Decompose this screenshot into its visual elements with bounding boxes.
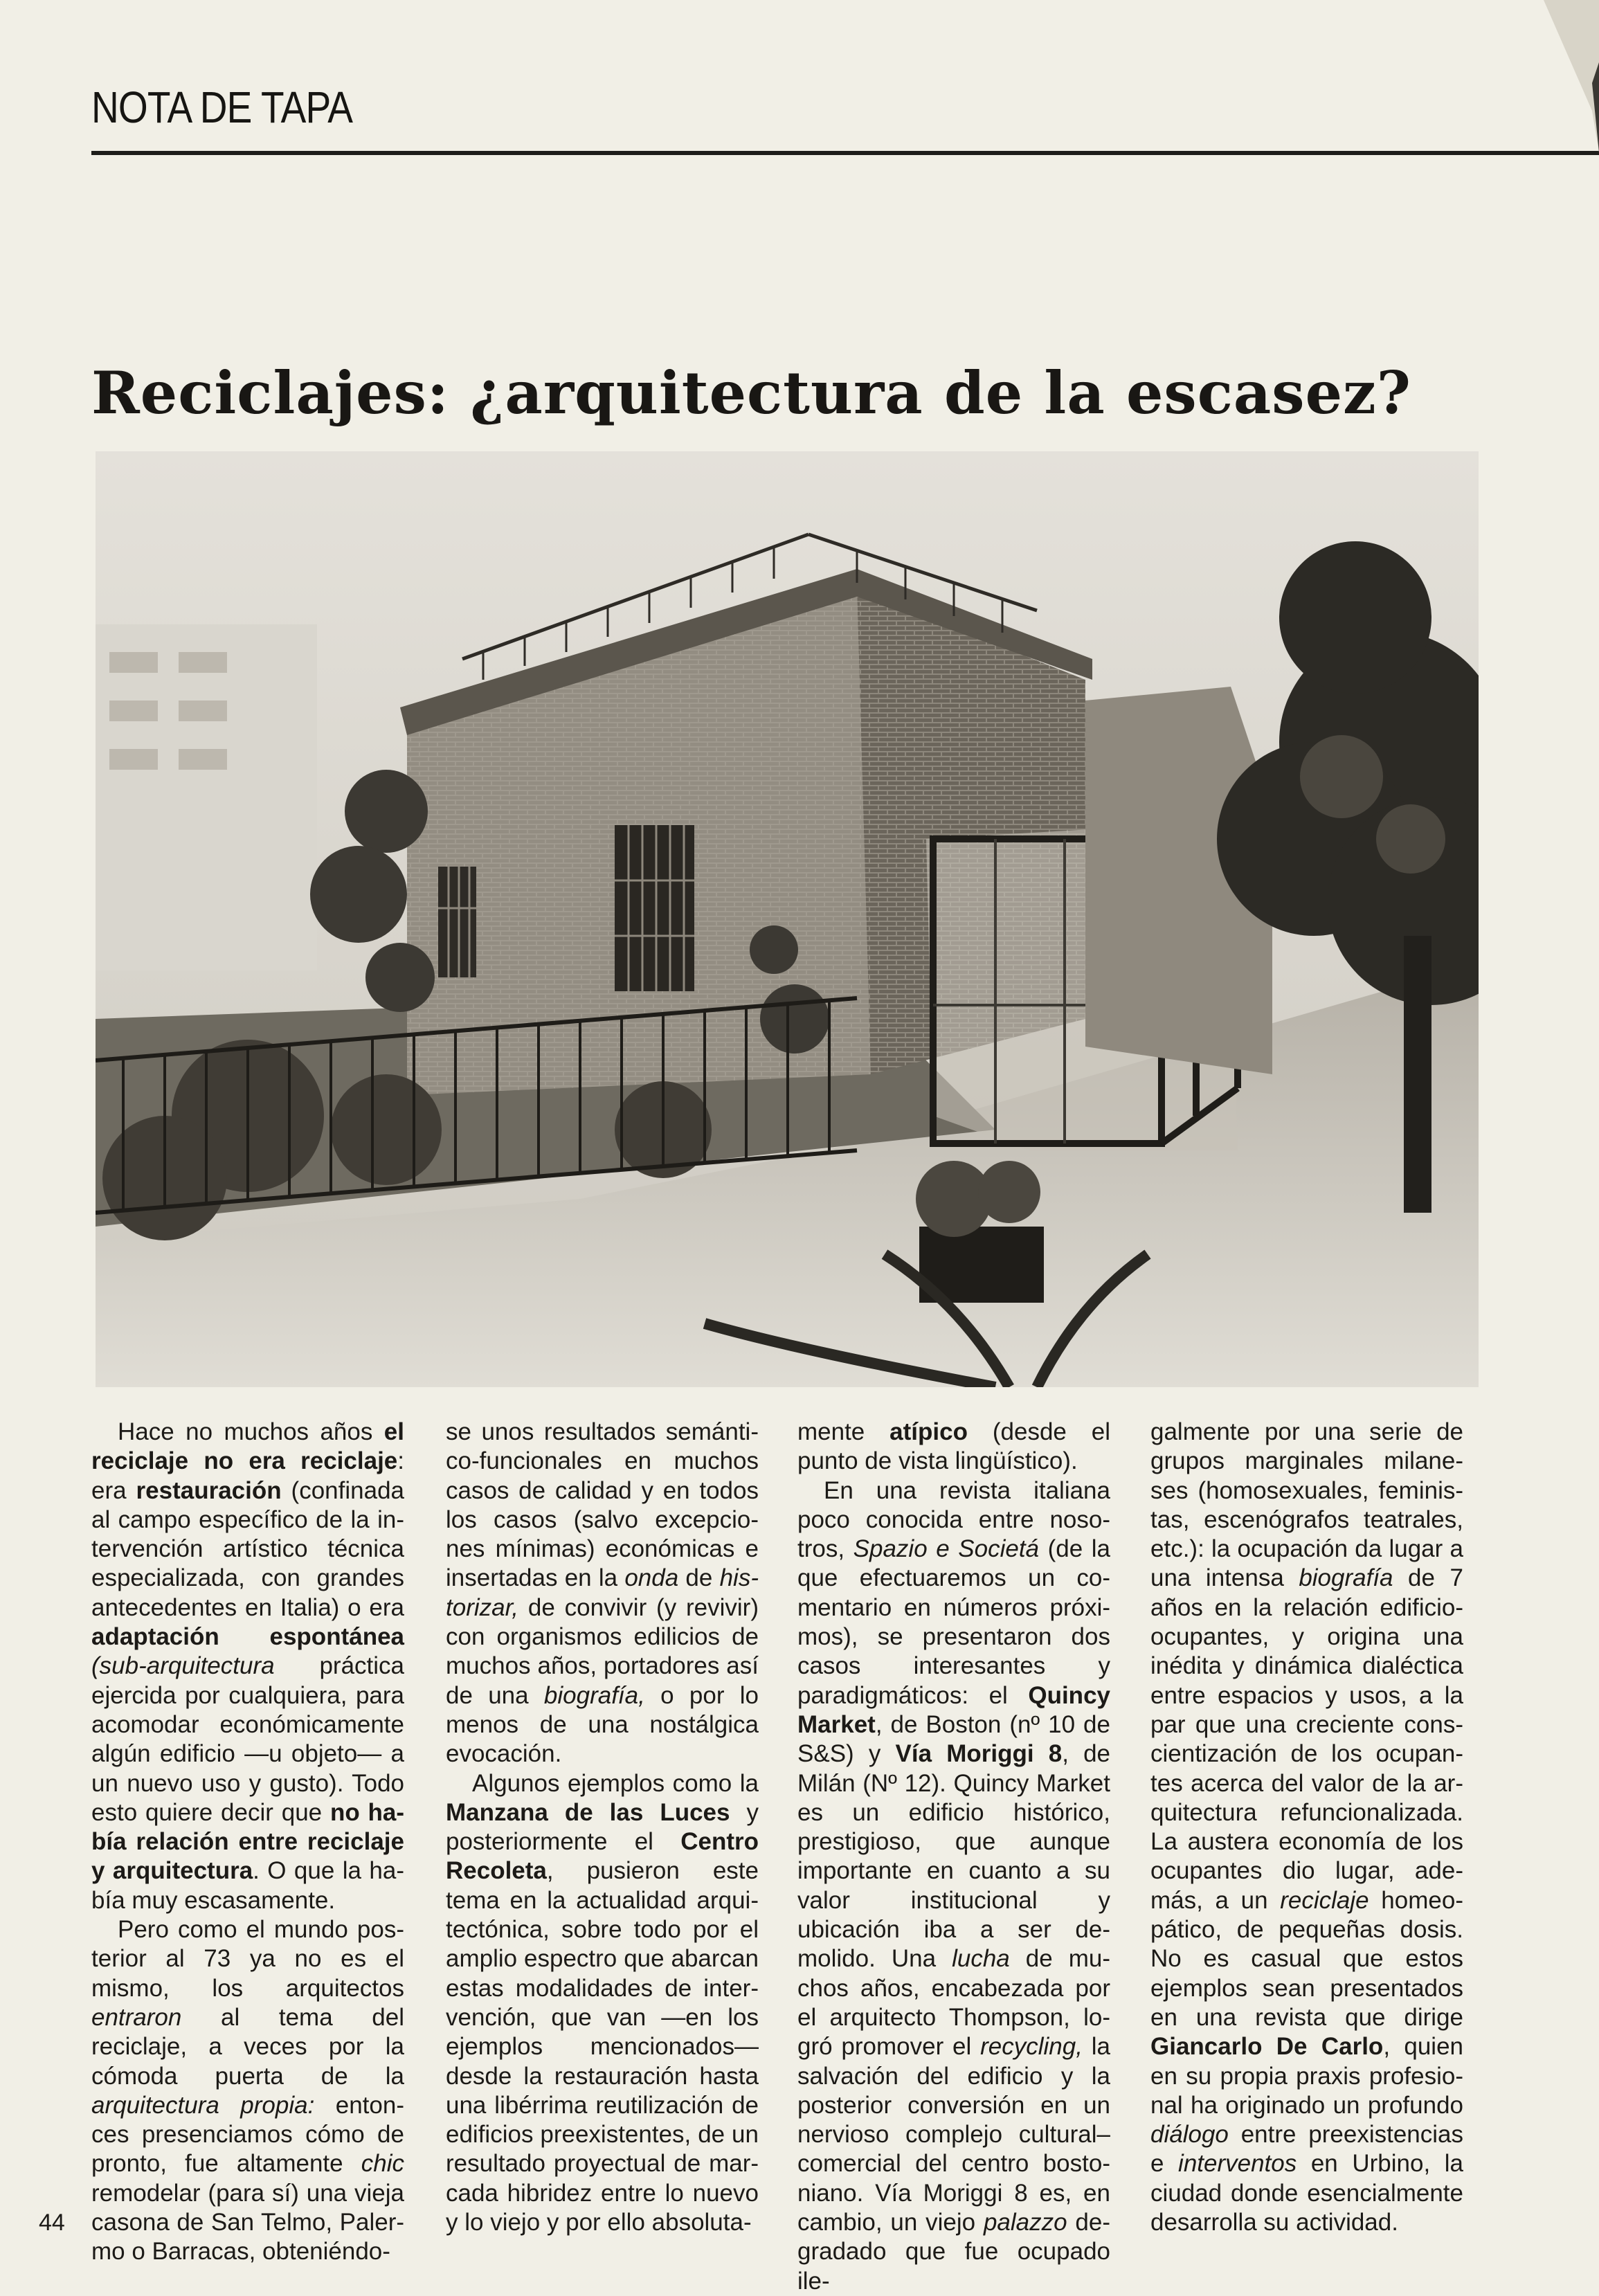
text-run: , quien en su propia praxis profesional ha originado un profundo xyxy=(1150,2033,1463,2119)
text-run: la salvación del edificio y la posterior conversión en un nervioso complejo cultural–comercial del centro bostoniano. Vía Moriggi 8 es, en cambio, un viejo xyxy=(797,2033,1110,2236)
text-run: biografía, xyxy=(543,1681,645,1709)
paragraph xyxy=(797,1418,1110,1476)
text-run: en Urbino, la ciudad donde esencialmente desarrolla su actividad. xyxy=(1150,2150,1463,2236)
text-run: reciclaje xyxy=(1280,1886,1369,1914)
text-run: de xyxy=(678,1564,720,1592)
text-run: , de Boston (nº 10 de S&S) y xyxy=(797,1710,1110,1768)
text-run: (sub-arquitectura xyxy=(91,1652,275,1680)
text-column-3 xyxy=(797,1418,1110,2296)
text-run: En una revista italiana poco conocida entre nosotros, xyxy=(797,1476,1110,1563)
text-run: Centro Recoleta xyxy=(446,1828,759,1885)
paragraph xyxy=(797,1476,1110,2296)
text-run: Giancarlo De Carlo xyxy=(1150,2033,1384,2061)
text-run: atípico xyxy=(889,1418,968,1445)
text-run: práctica ejercida por cualquiera, para acomodar económicamente algún edificio —u objeto— a un nuevo uso y gusto). Todo esto quiere decir que xyxy=(91,1652,404,1826)
text-column-1 xyxy=(91,1418,404,2267)
text-run: adaptación espontánea xyxy=(91,1623,404,1651)
building-photo-icon xyxy=(96,451,1479,1387)
text-run: diálogo xyxy=(1150,2121,1229,2149)
text-run: (desde el punto de vista lingüístico). xyxy=(797,1418,1110,1475)
text-run: palazzo xyxy=(983,2209,1067,2236)
text-run: de 7 años en la relación edificio-ocupantes, y origina una inédita y dinámica dialéctica entre espacios y usos, a la par que una creciente conscientización de los ocupantes acerca del valor de la arquitectura refuncionalizada. La austera economía de los ocupantes dio lugar, además, a un xyxy=(1150,1564,1463,1914)
text-run: entonces presenciamos cómo de pronto, fue altamente xyxy=(91,2091,404,2178)
text-run: Hace no muchos años xyxy=(118,1418,384,1445)
section-label: NOTA DE TAPA xyxy=(91,82,353,132)
text-run: Manzana de las Luces xyxy=(446,1798,730,1826)
text-run: interventos xyxy=(1178,2150,1297,2178)
text-run: recycling, xyxy=(980,2033,1083,2061)
text-run: y posteriormente el xyxy=(446,1798,759,1856)
text-run: o por lo menos de una nostálgica evocación. xyxy=(446,1681,759,1768)
text-run: Pero como el mundo posterior al 73 ya no es el mismo, los arquitectos xyxy=(91,1916,404,2002)
text-run: (confinada al campo específico de la intervención artístico técnica especializada, con grandes antecedentes en Italia) o era xyxy=(91,1476,405,1621)
text-run: arquitectura propia: xyxy=(91,2091,315,2119)
text-run: Spazio e Societá xyxy=(853,1535,1040,1563)
text-run: al tema del reciclaje, a veces por la cómoda puerta de la xyxy=(91,2003,404,2090)
text-run: biografía xyxy=(1299,1564,1393,1592)
text-column-2 xyxy=(446,1418,759,2237)
text-run: homeopático, de pequeñas dosis. No es casual que estos ejemplos sean presentados en una revista que dirige xyxy=(1150,1886,1463,2031)
text-column-4 xyxy=(1150,1418,1463,2237)
text-run: Algunos ejemplos como la xyxy=(472,1769,759,1797)
text-run: de muchos años, encabezada por el arquitecto Thompson, logró promover el xyxy=(797,1945,1110,2061)
paragraph xyxy=(1150,1418,1463,2237)
text-run: restauración xyxy=(136,1476,282,1504)
paragraph xyxy=(446,1769,759,2238)
text-run: entre preexistencias e xyxy=(1150,2121,1463,2178)
paragraph xyxy=(446,1418,759,1769)
text-run: chic xyxy=(361,2150,404,2178)
text-run: onda xyxy=(624,1564,679,1592)
text-run: el reciclaje no era reciclaje xyxy=(91,1418,404,1475)
text-run: Quincy Market xyxy=(797,1681,1110,1738)
text-run: remodelar (para sí) una vieja casona de San Telmo, Palermo o Barracas, obteniéndo- xyxy=(91,2179,404,2266)
paragraph xyxy=(91,1915,404,2267)
text-run: , de Milán (Nº 12). Quincy Market es un edificio histórico, prestigioso, que aunque importante en cuanto a su valor institucional y ubicación iba a ser demolido. Una xyxy=(797,1740,1111,1973)
paragraph xyxy=(91,1418,404,1915)
page-corner-fold xyxy=(1516,0,1599,166)
text-run: , pusieron este tema en la actualidad arquitectónica, sobre todo por el amplio espectro que abarcan estas modalidades de intervención, que van —en los ejemplos mencionados— desde la restauración hasta una libérrima reutilización de edificios preexistentes, de un resultado proyectual de marcada hibridez entre lo nuevo y lo viejo y por ello absoluta- xyxy=(446,1857,759,2236)
text-run: historizar, xyxy=(446,1564,759,1621)
text-run: entraron xyxy=(91,2003,182,2031)
text-run: se unos resultados semántico-funcionales en muchos casos de calidad y en todos los casos (salvo excepciones mínimas) económicas e insertadas en la xyxy=(446,1418,759,1592)
text-run: degradado que fue ocupado ile- xyxy=(797,2209,1111,2295)
page-number: 44 xyxy=(39,2209,65,2236)
text-run: Vía Moriggi 8 xyxy=(895,1740,1063,1768)
text-run: no había relación entre reciclaje y arquitectura xyxy=(91,1798,405,1885)
text-run: : era xyxy=(91,1447,404,1504)
text-run: . O que la había muy escasamente. xyxy=(91,1857,404,1914)
building-photo xyxy=(96,451,1479,1387)
text-run: lucha xyxy=(952,1945,1010,1973)
header-rule xyxy=(91,151,1599,155)
text-run: (de la que efectuaremos un comentario en números próximos), se presentaron dos casos interesantes y paradigmáticos: el xyxy=(797,1535,1111,1709)
text-run: galmente por una serie de grupos marginales milaneses (homosexuales, feministas, escenógrafos teatrales, etc.): la ocupación da lugar a una intensa xyxy=(1150,1418,1463,1592)
article-title: Reciclajes: ¿arquitectura de la escasez? xyxy=(91,359,1411,427)
text-run: de convivir (y revivir) con organismos edilicios de muchos años, portadores así de una xyxy=(446,1593,759,1709)
text-run: mente xyxy=(797,1418,890,1445)
